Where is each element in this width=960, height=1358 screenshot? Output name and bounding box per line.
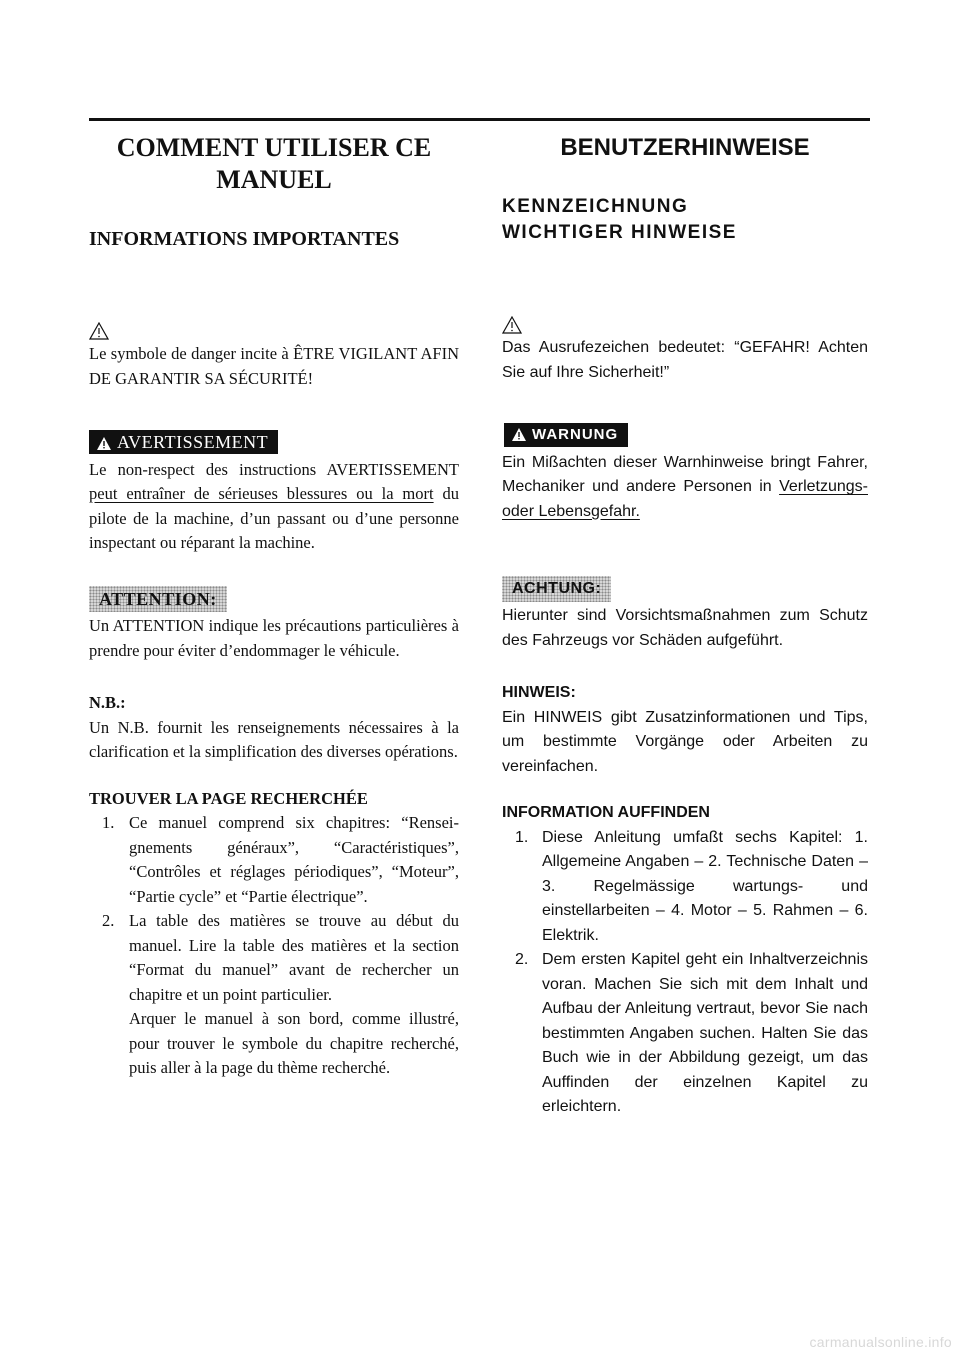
list-item: 1. Ce manuel comprend six chapitres: “Renseignements généraux”, “Caractéristiques”, “Contrôles et réglages périodiques”, “Moteur”, “Partie cycle” et “Partie électrique”. [102, 813, 459, 906]
french-attention-text: Un ATTENTION indique les précautions particulières à prendre pour éviter d’endommager le véhicule. [89, 616, 459, 660]
german-warning-label [504, 423, 628, 447]
top-rule [89, 118, 870, 121]
french-warning-label-text: AVERTISSEMENT [117, 432, 269, 452]
german-find-list [502, 826, 868, 1120]
french-warning-text-part1: Le non-respect des instructions AVERTISSEMENT [89, 459, 459, 479]
warning-triangle-icon [512, 428, 526, 441]
french-note-label: N.B.: [89, 693, 126, 712]
french-title: COMMENT UTILISER CE MANUEL [116, 133, 432, 194]
german-column [502, 126, 868, 1120]
list-item: 2. La table des matières se trouve au début du manuel. Lire la table des matières et la section “Format du manuel” avant de rechercher un chapitre et un point particulier. [102, 911, 459, 1004]
french-warning-text-part2: du pilote de la machine, d’un passant ou d’une personne inspectant ou réparant la machine. [89, 484, 460, 552]
german-warning-text-underlined: Verletzungs- oder Lebensgefahr. [502, 478, 868, 520]
french-find-list [89, 811, 459, 1007]
french-subtitle: INFORMATIONS IMPORTANTES [89, 228, 400, 250]
french-find-heading: TROUVER LA PAGE RECHERCHÉE [89, 788, 368, 808]
french-attention-label: ATTENTION: [89, 586, 227, 612]
german-danger-text: Das Ausrufezeichen bedeutet: “GEFAHR! Achten Sie auf Ihre Sicherheit!” [502, 339, 868, 381]
german-warning-label-text: WARNUNG [532, 426, 619, 443]
german-find-heading: INFORMATION AUFFINDEN [502, 804, 710, 821]
german-title: BENUTZERHINWEISE [560, 134, 810, 161]
french-item2-continuation: Arquer le manuel à son bord, comme illustré, pour trouver le symbole du chapitre recherché, puis aller à la page du thème recherché. [129, 1009, 459, 1077]
french-warning-text [89, 458, 459, 556]
german-subtitle: KENNZEICHNUNG WICHTIGER HINWEISE [502, 196, 737, 243]
german-attention-text: Hierunter sind Vorsichtsmaßnahmen zum Schutz des Fahrzeugs vor Schäden aufgeführt. [502, 607, 868, 649]
danger-triangle-icon [502, 316, 522, 334]
german-note-text: Ein HINWEIS gibt Zusatzinformationen und Tips, um bestimmte Vorgänge oder Arbeiten zu vereinfachen. [502, 708, 868, 775]
german-warning-text-part1: Ein Mißachten dieser Warnhinweise bringt Fahrer, Mechaniker und andere Personen in [502, 453, 868, 495]
french-column [89, 126, 459, 1081]
french-warning-text-underlined: peut entraîner de sérieuses blessures ou la mort [89, 484, 434, 503]
french-warning-label [89, 430, 278, 454]
german-note-label: HINWEIS: [502, 684, 576, 701]
watermark-footer: carmanualsonline.info [809, 1334, 952, 1350]
danger-triangle-icon [89, 322, 109, 340]
list-item: 2. Dem ersten Kapitel geht ein Inhaltverzeichnis voran. Machen Sie sich mit dem Inhalt und Aufbau der Anleitung vertraut, bevor Sie nach bestimmten Angaben suchen. Halten Sie das Buch wie in der Abbildung gezeigt, um das Auffinden der einzelnen Kapitel zu erleichtern. [515, 951, 868, 1115]
german-warning-text [502, 451, 868, 525]
list-item: 1. Diese Anleitung umfaßt sechs Kapitel: 1. Allgemeine Angaben – 2. Technische Daten – 3. Regelmässige wartungs- und einstellarbeiten – 4. Motor – 5. Rahmen – 6. Elektrik. [515, 828, 868, 944]
french-danger-text: Le symbole de danger incite à ÊTRE VIGILANT AFIN DE GARANTIR SA SÉCURITÉ! [89, 344, 459, 388]
warning-triangle-icon [97, 437, 111, 450]
german-attention-label: ACHTUNG: [502, 576, 611, 602]
french-note-text: Un N.B. fournit les renseignements nécessaires à la clarification et la simplification des diverses opérations. [89, 717, 459, 761]
